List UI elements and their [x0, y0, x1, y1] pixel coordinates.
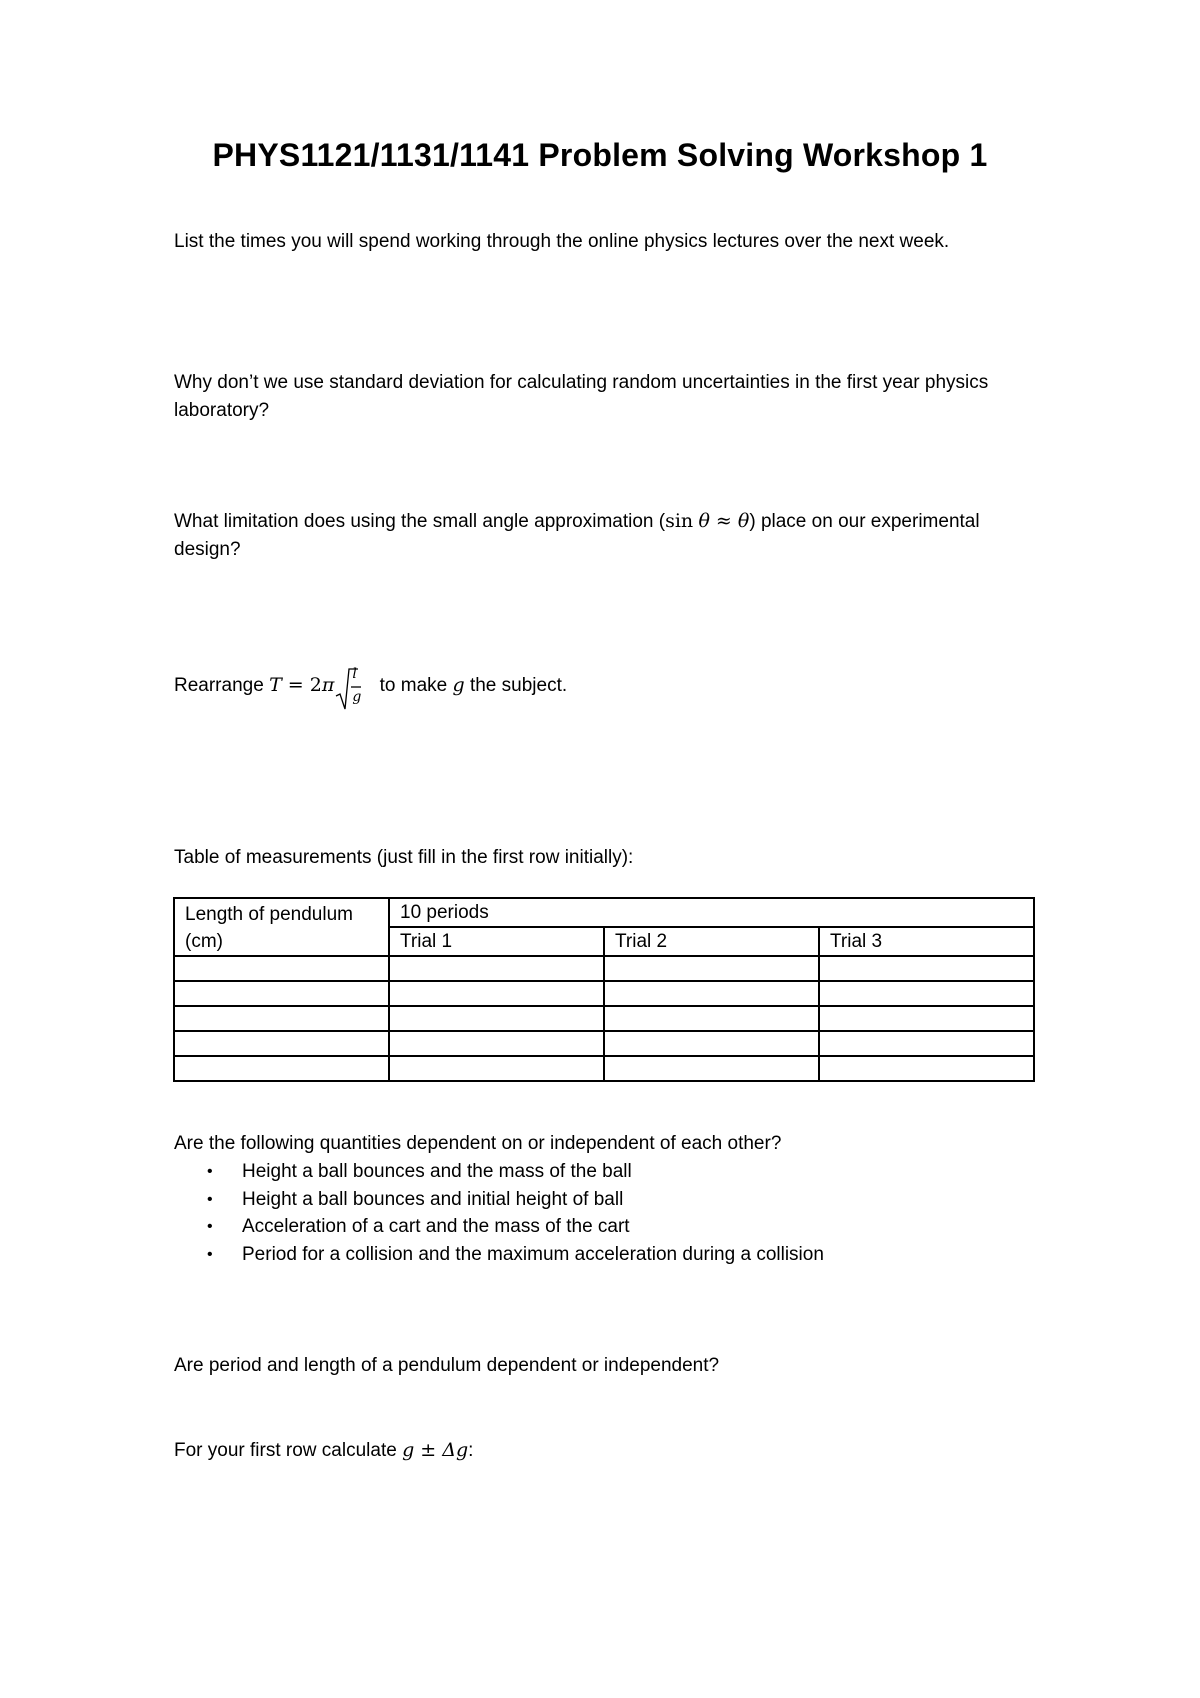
- list-item-text: Acceleration of a cart and the mass of the cart: [242, 1216, 630, 1237]
- table-cell[interactable]: [819, 1006, 1034, 1031]
- table-row: [174, 956, 1034, 981]
- q6-g: g: [402, 1439, 415, 1461]
- question-dependence: Are the following quantities dependent on or independent of each other?: [174, 1133, 782, 1154]
- q3-theta-2: θ: [737, 510, 750, 532]
- q6-text-before: For your first row calculate: [174, 1440, 403, 1461]
- q3-text-after: ) place on our experimental design?: [174, 511, 980, 560]
- table-cell[interactable]: [819, 1056, 1034, 1081]
- list-item: [174, 1158, 824, 1186]
- table-row: [174, 1056, 1034, 1081]
- q4-T: T: [269, 674, 282, 696]
- header-trial-1: Trial 1: [389, 927, 604, 956]
- question-standard-deviation: Why don’t we use standard deviation for calculating random uncertainties in the first year physics laboratory?: [174, 372, 989, 421]
- q4-pi: π: [321, 674, 335, 696]
- table-row: [174, 1006, 1034, 1031]
- table-cell[interactable]: [389, 1056, 604, 1081]
- question-period-length: Are period and length of a pendulum dependent or independent?: [174, 1355, 720, 1376]
- header-10-periods: 10 periods: [389, 898, 1034, 927]
- list-item-text: Period for a collision and the maximum acceleration during a collision: [242, 1243, 824, 1265]
- sqrt-fraction: [334, 663, 374, 713]
- bullet-icon: •: [207, 1218, 213, 1235]
- bullet-icon: •: [207, 1163, 213, 1180]
- q3-theta: θ: [698, 510, 710, 532]
- list-item: [174, 1186, 824, 1214]
- page-title: PHYS1121/1131/1141 Problem Solving Workshop 1: [212, 137, 988, 173]
- table-cell[interactable]: [174, 981, 389, 1006]
- table-cell[interactable]: [604, 1006, 819, 1031]
- q4-text-mid: to make: [374, 675, 453, 696]
- measurements-table: [173, 897, 1035, 1082]
- table-cell[interactable]: [604, 1056, 819, 1081]
- table-row: [174, 1031, 1034, 1056]
- table-row: [174, 981, 1034, 1006]
- q6-delta-g: Δg: [442, 1439, 469, 1461]
- question-calculate-g: [174, 1436, 1034, 1465]
- table-cell[interactable]: [389, 1031, 604, 1056]
- list-item: [174, 1241, 824, 1269]
- bullet-icon: •: [207, 1245, 213, 1263]
- table-cell[interactable]: [389, 956, 604, 981]
- q4-text-before: Rearrange: [174, 675, 270, 696]
- question-rearrange: [174, 663, 1034, 713]
- table-cell[interactable]: [174, 1031, 389, 1056]
- table-cell[interactable]: [604, 981, 819, 1006]
- dependence-list: [174, 1158, 824, 1268]
- table-cell[interactable]: [604, 1031, 819, 1056]
- table-cell[interactable]: [174, 1006, 389, 1031]
- q4-text-after: the subject.: [464, 675, 568, 696]
- q3-approx: ≈: [709, 510, 738, 532]
- q4-denominator-g: g: [352, 689, 362, 705]
- table-cell[interactable]: [174, 956, 389, 981]
- list-item: [174, 1213, 824, 1241]
- header-trial-3: Trial 3: [819, 927, 1034, 956]
- table-cell[interactable]: [389, 1006, 604, 1031]
- header-length-of-pendulum: Length of pendulum (cm): [174, 898, 389, 956]
- q4-eq: = 2: [281, 674, 322, 696]
- table-cell[interactable]: [389, 981, 604, 1006]
- q3-sin: sin: [665, 510, 694, 532]
- table-cell[interactable]: [604, 956, 819, 981]
- table-cell[interactable]: [819, 1031, 1034, 1056]
- q4-numerator-l: l: [352, 666, 357, 682]
- question-small-angle: [174, 507, 1034, 564]
- table-cell[interactable]: [819, 956, 1034, 981]
- q6-plus-minus: ±: [414, 1439, 443, 1461]
- table-cell[interactable]: [819, 981, 1034, 1006]
- q3-text-before: What limitation does using the small angle approximation (: [174, 511, 666, 532]
- bullet-icon: •: [207, 1190, 213, 1208]
- table-intro: Table of measurements (just fill in the first row initially):: [174, 847, 634, 868]
- list-item-text: Height a ball bounces and the mass of the ball: [242, 1161, 632, 1182]
- question-study-times: List the times you will spend working through the online physics lectures over the next week.: [174, 231, 950, 252]
- q4-g: g: [452, 674, 465, 696]
- header-trial-2: Trial 2: [604, 927, 819, 956]
- table-cell[interactable]: [174, 1056, 389, 1081]
- list-item-text: Height a ball bounces and initial height of ball: [242, 1188, 624, 1210]
- q6-text-after: :: [468, 1440, 474, 1461]
